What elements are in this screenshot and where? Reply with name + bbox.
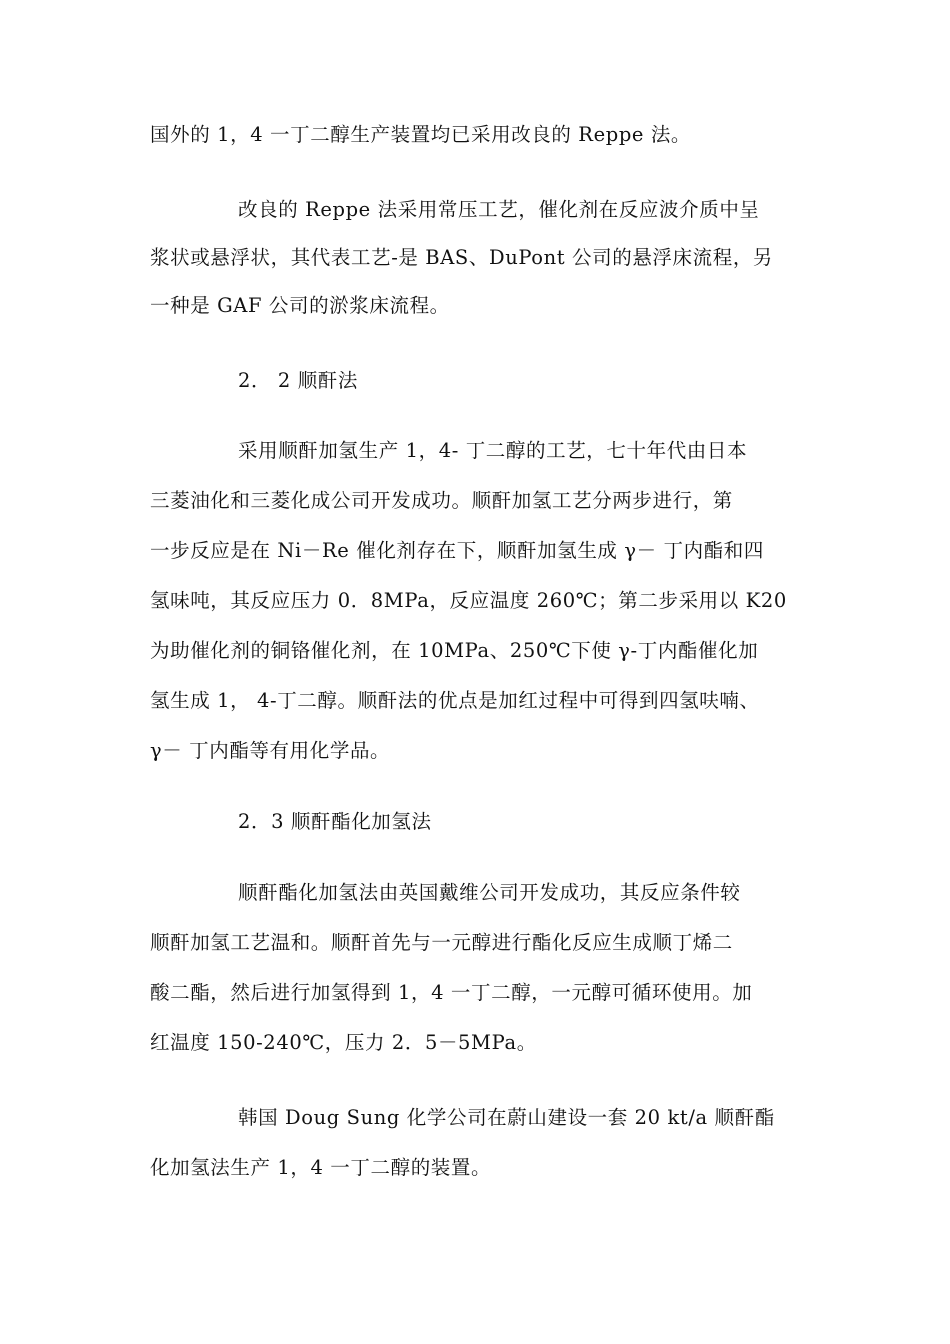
paragraph-line: 一种是 GAF 公司的淤浆床流程。	[150, 294, 450, 317]
paragraph-line: 氢味吨，其反应压力 0．8MPa，反应温度 260℃；第二步采用以 K20	[150, 589, 787, 612]
paragraph-line: γ－ 丁内酯等有用化学品。	[150, 739, 391, 762]
paragraph-line: 酸二酯，然后进行加氢得到 1，4 一丁二醇，一元醇可循环使用。加	[150, 981, 753, 1004]
section-heading: 2．3 顺酐酯化加氢法	[238, 810, 432, 833]
paragraph-line: 顺酐酯化加氢法由英国戴维公司开发成功，其反应条件较	[238, 881, 741, 904]
paragraph-line: 韩国 Doug Sung 化学公司在蔚山建设一套 20 kt/a 顺酐酯	[238, 1106, 775, 1129]
paragraph-line: 采用顺酐加氢生产 1，4- 丁二醇的工艺，七十年代由日本	[238, 439, 748, 462]
paragraph-line: 浆状或悬浮状，其代表工艺-是 BAS、DuPont 公司的悬浮床流程，另	[150, 246, 774, 269]
paragraph-line: 改良的 Reppe 法采用常压工艺，催化剂在反应波介质中呈	[238, 198, 760, 221]
paragraph-line: 为助催化剂的铜铬催化剂，在 10MPa、250℃下使 γ-丁内酯催化加	[150, 639, 759, 662]
paragraph-line: 氢生成 1， 4-丁二醇。顺酐法的优点是加红过程中可得到四氢呋喃、	[150, 689, 760, 712]
paragraph-line: 红温度 150-240℃，压力 2．5－5MPa。	[150, 1031, 537, 1054]
paragraph-line: 三菱油化和三菱化成公司开发成功。顺酐加氢工艺分两步进行，第	[150, 489, 733, 512]
paragraph-line: 一步反应是在 Ni－Re 催化剂存在下，顺酐加氢生成 γ－ 丁内酯和四	[150, 539, 764, 562]
paragraph-line: 国外的 1，4 一丁二醇生产装置均已采用改良的 Reppe 法。	[150, 123, 692, 146]
section-heading: 2． 2 顺酐法	[238, 369, 359, 392]
paragraph-line: 顺酐加氢工艺温和。顺酐首先与一元醇进行酯化反应生成顺丁烯二	[150, 931, 733, 954]
paragraph-line: 化加氢法生产 1，4 一丁二醇的装置。	[150, 1156, 492, 1179]
